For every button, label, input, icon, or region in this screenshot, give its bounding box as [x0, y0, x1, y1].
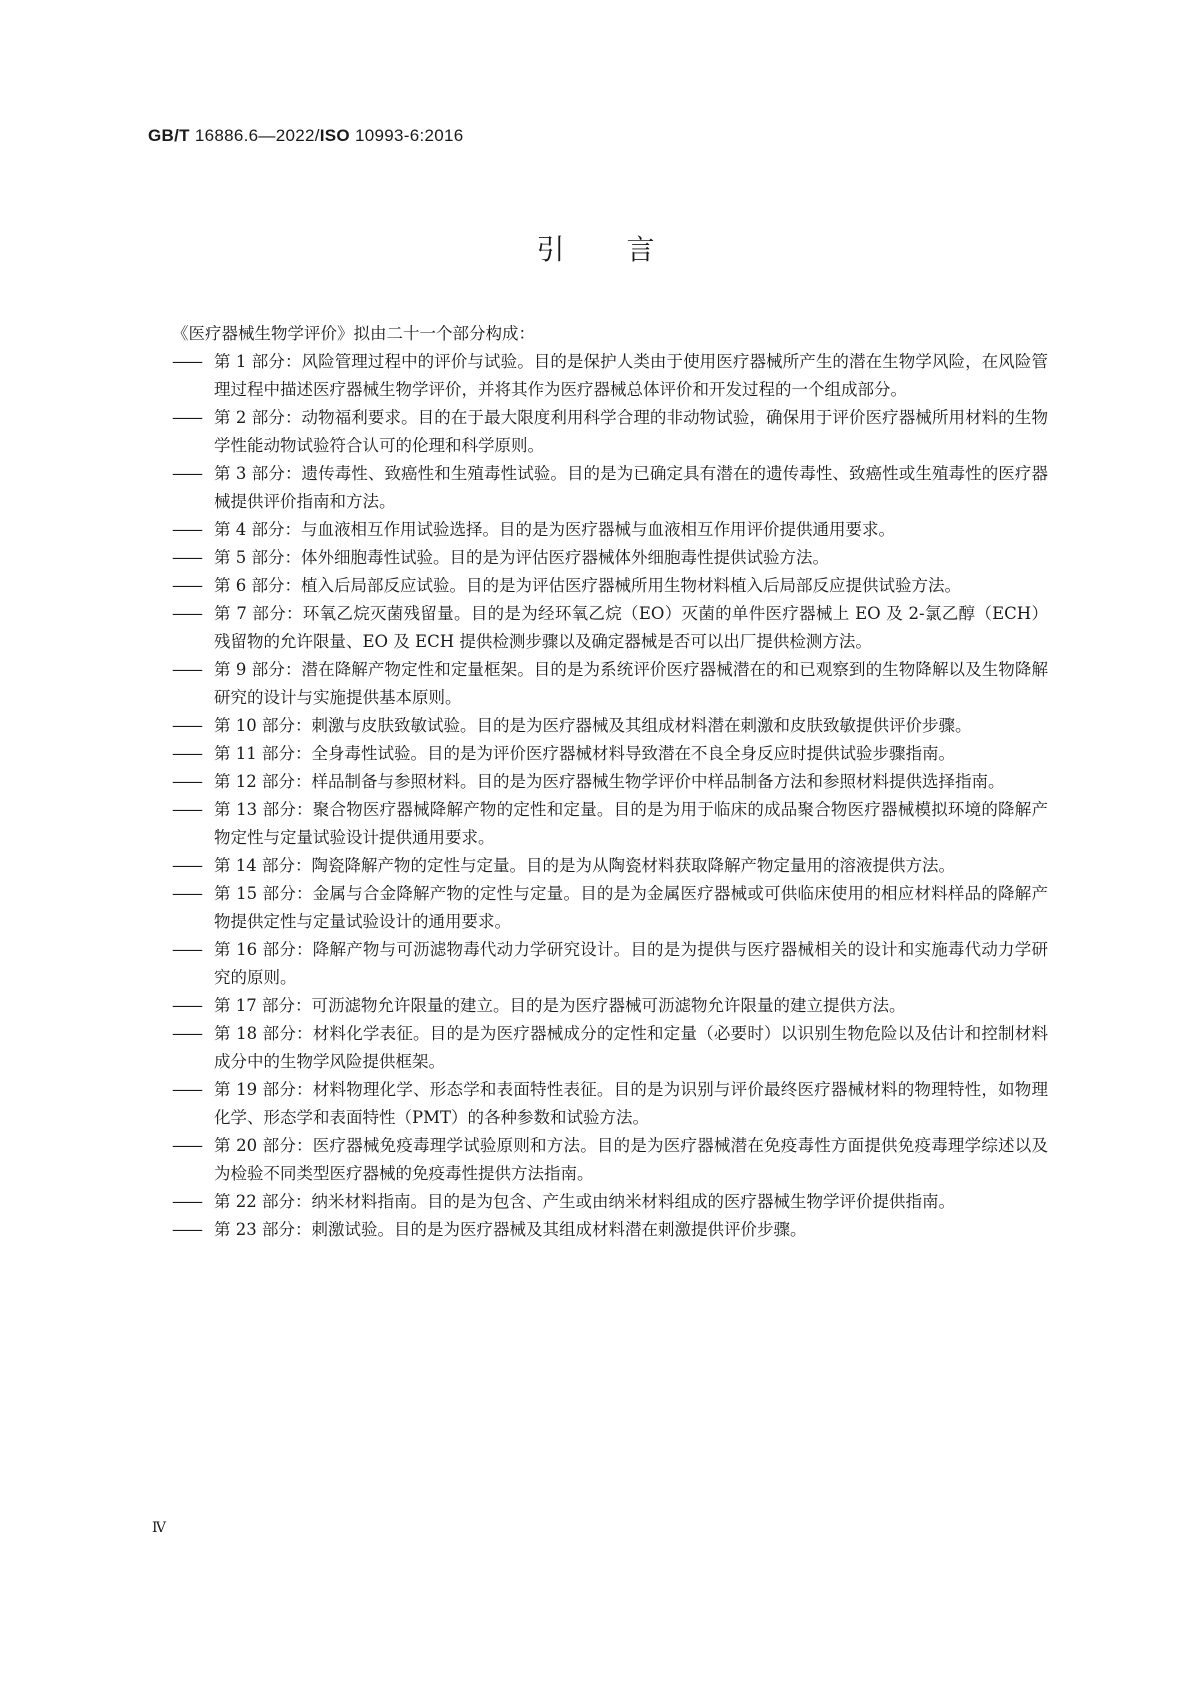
list-dash: —— [172, 716, 201, 735]
list-item-text: 第 11 部分：全身毒性试验。目的是为评价医疗器械材料导致潜在不良全身反应时提供试验步骤指南。 [214, 744, 955, 763]
list-item-text: 第 15 部分：金属与合金降解产物的定性与定量。目的是为金属医疗器械或可供临床使用的相应材料样品的降解产物提供定性与定量试验设计的通用要求。 [214, 884, 1048, 931]
page-number: Ⅳ [152, 1520, 166, 1536]
list-item [148, 992, 1048, 1020]
list-dash: —— [172, 352, 201, 371]
list-item-text: 第 14 部分：陶瓷降解产物的定性与定量。目的是为从陶瓷材料获取降解产物定量用的溶液提供方法。 [214, 856, 955, 875]
list-dash: —— [172, 1080, 201, 1099]
list-item [148, 740, 1048, 768]
list-item-text: 第 23 部分：刺激试验。目的是为医疗器械及其组成材料潜在刺激提供评价步骤。 [214, 1220, 807, 1239]
list-dash: —— [172, 1024, 201, 1043]
page-title: 引言 [536, 233, 717, 266]
list-item [148, 852, 1048, 880]
list-item-text: 第 7 部分：环氧乙烷灭菌残留量。目的是为经环氧乙烷（EO）灭菌的单件医疗器械上 EO 及 2-氯乙醇（ECH）残留物的允许限量、EO 及 ECH 提供检测步骤以及确定器械是否可以出厂提供检测方法。 [214, 604, 1048, 651]
list-dash: —— [172, 772, 201, 791]
list-item-text: 第 9 部分：潜在降解产物定性和定量框架。目的是为系统评价医疗器械潜在的和已观察到的生物降解以及生物降解研究的设计与实施提供基本原则。 [214, 660, 1048, 707]
list-item [148, 936, 1048, 992]
list-item [148, 544, 1048, 572]
list-item-text: 第 3 部分：遗传毒性、致癌性和生殖毒性试验。目的是为已确定具有潜在的遗传毒性、致癌性或生殖毒性的医疗器械提供评价指南和方法。 [214, 464, 1048, 511]
list-item [148, 348, 1048, 404]
list-item-text: 第 10 部分：刺激与皮肤致敏试验。目的是为医疗器械及其组成材料潜在刺激和皮肤致敏提供评价步骤。 [214, 716, 972, 735]
list-item-text: 第 18 部分：材料化学表征。目的是为医疗器械成分的定性和定量（必要时）以识别生物危险以及估计和控制材料成分中的生物学风险提供框架。 [214, 1024, 1048, 1071]
list-dash: —— [172, 520, 201, 539]
list-item [148, 404, 1048, 460]
list-dash: —— [172, 800, 201, 819]
list-item-text: 第 22 部分：纳米材料指南。目的是为包含、产生或由纳米材料组成的医疗器械生物学评价提供指南。 [214, 1192, 955, 1211]
list-item-text: 第 5 部分：体外细胞毒性试验。目的是为评估医疗器械体外细胞毒性提供试验方法。 [214, 548, 829, 567]
standard-number-header [148, 126, 464, 146]
list-dash: —— [172, 1220, 201, 1239]
list-dash: —— [172, 940, 201, 959]
list-item-text: 第 12 部分：样品制备与参照材料。目的是为医疗器械生物学评价中样品制备方法和参照材料提供选择指南。 [214, 772, 1005, 791]
list-item-text: 第 13 部分：聚合物医疗器械降解产物的定性和定量。目的是为用于临床的成品聚合物医疗器械模拟环境的降解产物定性与定量试验设计提供通用要求。 [214, 800, 1048, 847]
iso-number: 10993-6:2016 [354, 126, 464, 145]
standard-number: 16886.6—2022/ [194, 126, 320, 145]
list-item-text: 第 20 部分：医疗器械免疫毒理学试验原则和方法。目的是为医疗器械潜在免疫毒性方面提供免疫毒理学综述以及为检验不同类型医疗器械的免疫毒性提供方法指南。 [214, 1136, 1048, 1183]
introduction-body [148, 320, 1048, 1244]
list-dash: —— [172, 1136, 201, 1155]
list-dash: —— [172, 604, 201, 623]
list-item [148, 600, 1048, 656]
list-item-text: 第 16 部分：降解产物与可沥滤物毒代动力学研究设计。目的是为提供与医疗器械相关的设计和实施毒代动力学研究的原则。 [214, 940, 1048, 987]
list-item [148, 880, 1048, 936]
list-item-text: 第 19 部分：材料物理化学、形态学和表面特性表征。目的是为识别与评价最终医疗器械材料的物理特性，如物理化学、形态学和表面特性（PMT）的各种参数和试验方法。 [214, 1080, 1048, 1127]
list-item-text: 第 1 部分：风险管理过程中的评价与试验。目的是保护人类由于使用医疗器械所产生的潜在生物学风险，在风险管理过程中描述医疗器械生物学评价，并将其作为医疗器械总体评价和开发过程的一个组成部分。 [214, 352, 1048, 399]
list-item [148, 656, 1048, 712]
list-item [148, 768, 1048, 796]
iso-prefix: ISO [319, 126, 350, 145]
list-item [148, 516, 1048, 544]
list-dash: —— [172, 464, 201, 483]
intro-paragraph: 《医疗器械生物学评价》拟由二十一个部分构成： [172, 324, 535, 343]
list-dash: —— [172, 1192, 201, 1211]
list-item [148, 796, 1048, 852]
list-item [148, 1020, 1048, 1076]
list-item-text: 第 2 部分：动物福利要求。目的在于最大限度利用科学合理的非动物试验，确保用于评价医疗器械所用材料的生物学性能动物试验符合认可的伦理和科学原则。 [214, 408, 1048, 455]
list-dash: —— [172, 744, 201, 763]
list-dash: —— [172, 996, 201, 1015]
list-item-text: 第 6 部分：植入后局部反应试验。目的是为评估医疗器械所用生物材料植入后局部反应提供试验方法。 [214, 576, 961, 595]
standard-prefix: GB/T [148, 126, 190, 145]
list-item [148, 1132, 1048, 1188]
parts-list [148, 348, 1048, 1244]
list-item [148, 460, 1048, 516]
list-dash: —— [172, 660, 201, 679]
list-item [148, 1188, 1048, 1216]
list-dash: —— [172, 884, 201, 903]
list-dash: —— [172, 576, 201, 595]
list-dash: —— [172, 548, 201, 567]
list-item [148, 1216, 1048, 1244]
list-item-text: 第 17 部分：可沥滤物允许限量的建立。目的是为医疗器械可沥滤物允许限量的建立提供方法。 [214, 996, 906, 1015]
list-item [148, 712, 1048, 740]
list-dash: —— [172, 856, 201, 875]
list-item [148, 1076, 1048, 1132]
list-item [148, 572, 1048, 600]
list-item-text: 第 4 部分：与血液相互作用试验选择。目的是为医疗器械与血液相互作用评价提供通用要求。 [214, 520, 895, 539]
list-dash: —— [172, 408, 201, 427]
